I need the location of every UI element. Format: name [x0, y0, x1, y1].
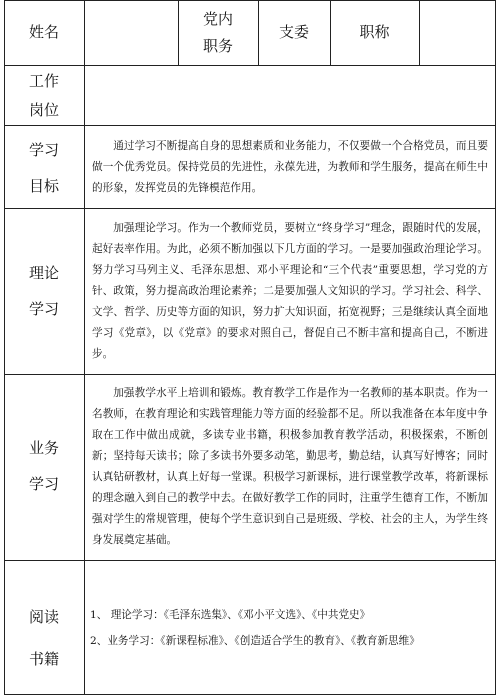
theory-study-label-line2: 学习	[28, 300, 59, 318]
work-post-label-line1: 工作	[28, 72, 59, 90]
reading-label-line1: 阅读	[28, 608, 59, 626]
header-column-divider	[419, 0, 420, 65]
label-column-divider	[84, 0, 85, 695]
business-study-label-line2: 学习	[28, 475, 59, 493]
reading-label	[14, 596, 74, 680]
row-divider	[4, 125, 496, 126]
learning-goal-text: 通过学习不断提高自身的思想素质和业务能力，不仅要做一个合格党员，而且要做一个优秀党员。保持党员的先进性，永葆先进，为教师和学生服务，提高在师生中的形象，发挥党员的先锋模范作用。	[92, 140, 488, 194]
learning-goal-label-line2: 目标	[28, 177, 59, 195]
business-study-label-line1: 业务	[28, 439, 59, 457]
reading-label-line2: 书籍	[28, 650, 59, 668]
table-border-left	[4, 0, 5, 695]
row-divider	[4, 560, 496, 561]
work-post-label	[14, 67, 74, 125]
theory-study-text: 加强理论学习。作为一个教师党员，要树立“终身学习”理念，跟随时代的发展，起好表率作用。为此，必须不断加强以下几方面的学习。一是要加强政治理论学习。努力学习马列主义、毛泽东思想、邓小平理论和“三个代表”重要思想，学习党的方针、政策，努力提高政治理论素养；二是要加强人文知识的学习。学习社会、科学、文学、哲学、历史等方面的知识，努力扩大知识面，拓宽视野；三是继续认真全面地学习《党章》，以《党章》的要求对照自己，督促自己不断丰富和提高自己，不断进步。	[92, 222, 488, 360]
name-label: 姓名	[28, 23, 59, 41]
theory-study-label	[14, 255, 74, 327]
row-divider	[4, 374, 496, 375]
learning-goal-label	[14, 132, 74, 204]
party-position-label-line2: 职务	[202, 37, 233, 55]
party-position-label-line1: 党内	[202, 10, 233, 28]
table-border-top	[4, 0, 496, 1]
list-item: 2、业务学习：《新课程标准》、《创造适合学生的教育》、《教育新思维》	[90, 635, 420, 647]
business-study-text: 加强教学水平上培训和锻炼。教育教学工作是作为一名教师的基本职责。作为一名教师，在教育理论和实践管理能力等方面的经验都不足。所以我准备在本年度中争取在工作中做出成就，多读专业书籍，积极参加教育教学活动，积极探索，不断创新；坚持每天读书；除了多读书外要多动笔，勤思考，勤总结，认真写好博客；同时认真钻研教材，认真上好每一堂课。积极学习新课标，进行课堂教学改革，将新课标的理念融入到自己的教学中去。在做好教学工作的同时，注重学生德育工作，不断加强对学生的常规管理，使每个学生意识到自己是班级、学校、社会的主人，为学生终身发展奠定基础。	[92, 387, 488, 546]
party-position-label	[178, 6, 258, 60]
list-item: 1、 理论学习：《毛泽东选集》、《邓小平文选》、《中共党史》	[90, 609, 371, 621]
table-border-right	[495, 0, 496, 695]
row-divider	[4, 208, 496, 209]
professional-title-label: 职称	[359, 23, 390, 41]
reading-list	[90, 602, 490, 654]
work-post-label-line2: 岗位	[28, 101, 59, 119]
business-study-label	[14, 430, 74, 502]
learning-goal-label-line1: 学习	[28, 141, 59, 159]
party-position-value: 支委	[278, 23, 309, 41]
theory-study-label-line1: 理论	[28, 264, 59, 282]
row-divider	[4, 65, 496, 66]
